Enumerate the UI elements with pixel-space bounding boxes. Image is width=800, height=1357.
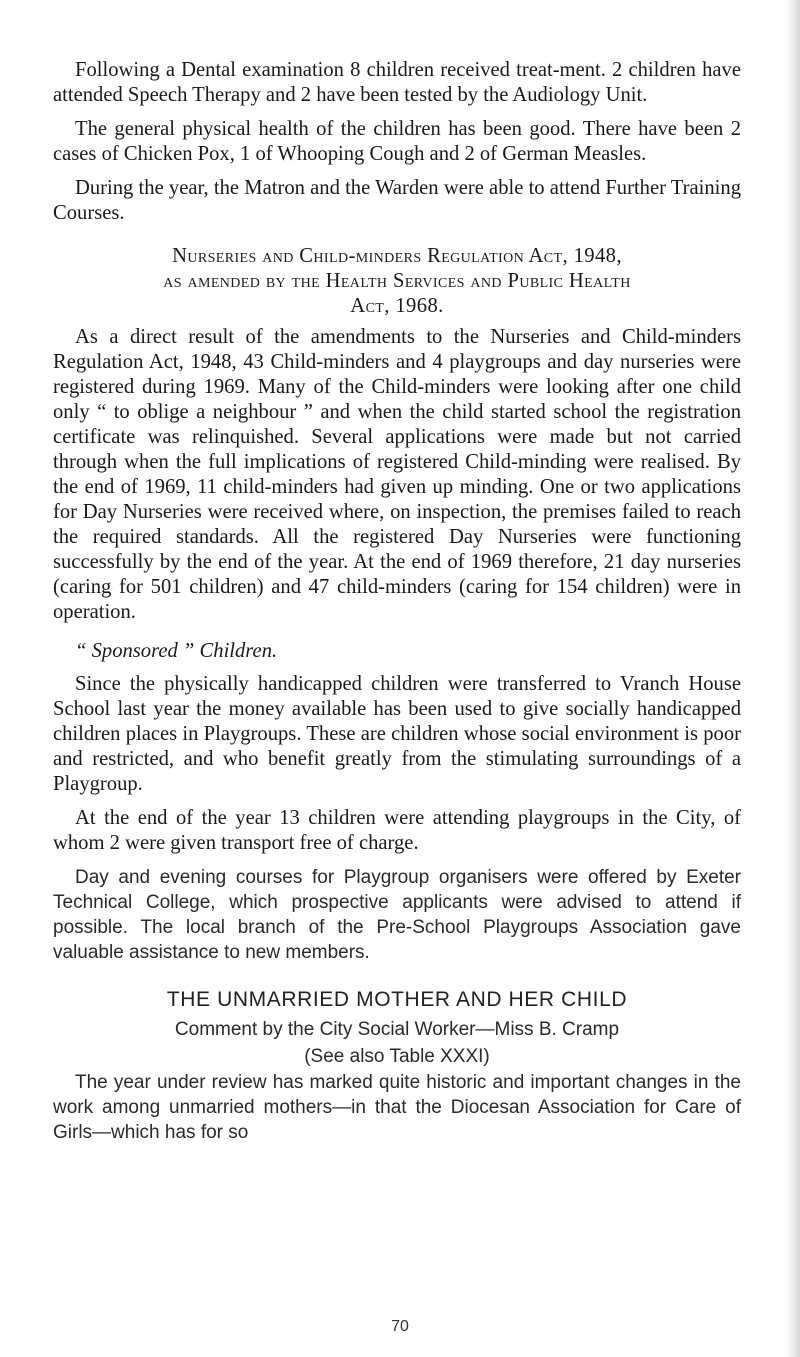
- nurseries-heading-line3: Act, 1968.: [350, 295, 444, 317]
- page-edge-shadow: [786, 0, 800, 1357]
- sponsored-paragraph-transfer: Since the physically handicapped children were transferred to Vranch House School last year the money available has been used to give socially handicapped children places in Playgroups. These are children whose social environment is poor and restricted, and who benefit greatly from the stimulating surroundings of a Playgroup.: [53, 673, 741, 795]
- intro-paragraph-dental: Following a Dental examination 8 children received treat-ment. 2 children have attended Speech Therapy and 2 have been tested by the Audiology Unit.: [53, 59, 741, 106]
- sponsored-paragraph-attendance: At the end of the year 13 children were attending playgroups in the City, of whom 2 were given transport free of charge.: [53, 807, 741, 854]
- nurseries-paragraph: As a direct result of the amendments to the Nurseries and Child-minders Regulation Act, 1948, 43 Child-minders and 4 playgroups and day nurseries were registered during 1969. Many of the Child-minders were looking after one child only “ to oblige a neighbour ” and when the child started school the registration certificate was relinquished. Several applications were made but not carried through when the full implications of registered Child-minding were realised. By the end of 1969, 11 child-minders had given up minding. One or two applications for Day Nurseries were received where, on inspection, the premises failed to reach the required standards. All the registered Day Nurseries were functioning successfully by the end of the year. At the end of 1969 therefore, 21 day nurseries (caring for 501 children) and 47 child-minders (caring for 154 children) were in operation.: [53, 326, 741, 623]
- document-page: [53, 58, 741, 1154]
- sponsored-children-heading: “ Sponsored ” Children.: [75, 640, 278, 662]
- unmarried-mother-paragraph: The year under review has marked quite historic and important changes in the work among unmarried mothers—in that the Diocesan Association for Care of Girls—which has for so: [53, 1072, 741, 1143]
- nurseries-heading-line2: as amended by the Health Services and Public Health: [163, 270, 631, 292]
- unmarried-mother-title: THE UNMARRIED MOTHER AND HER CHILD: [166, 988, 628, 1011]
- social-worker-comment: Comment by the City Social Worker—Miss B. Cramp: [174, 1019, 620, 1040]
- see-also-table-reference: (See also Table XXXI): [304, 1046, 490, 1067]
- sponsored-paragraph-courses: Day and evening courses for Playgroup organisers were offered by Exeter Technical College, which prospective applicants were advised to attend if possible. The local branch of the Pre-School Playgroups Association gave valuable assistance to new members.: [53, 867, 741, 963]
- nurseries-heading-line1: Nurseries and Child-minders Regulation Act, 1948,: [172, 245, 622, 267]
- intro-paragraph-health: The general physical health of the children has been good. There have been 2 cases of Chicken Pox, 1 of Whooping Cough and 2 of German Measles.: [53, 118, 741, 165]
- nurseries-heading: [53, 244, 741, 319]
- intro-paragraph-training: During the year, the Matron and the Warden were able to attend Further Training Courses.: [53, 177, 741, 224]
- page-number: 70: [391, 1318, 409, 1335]
